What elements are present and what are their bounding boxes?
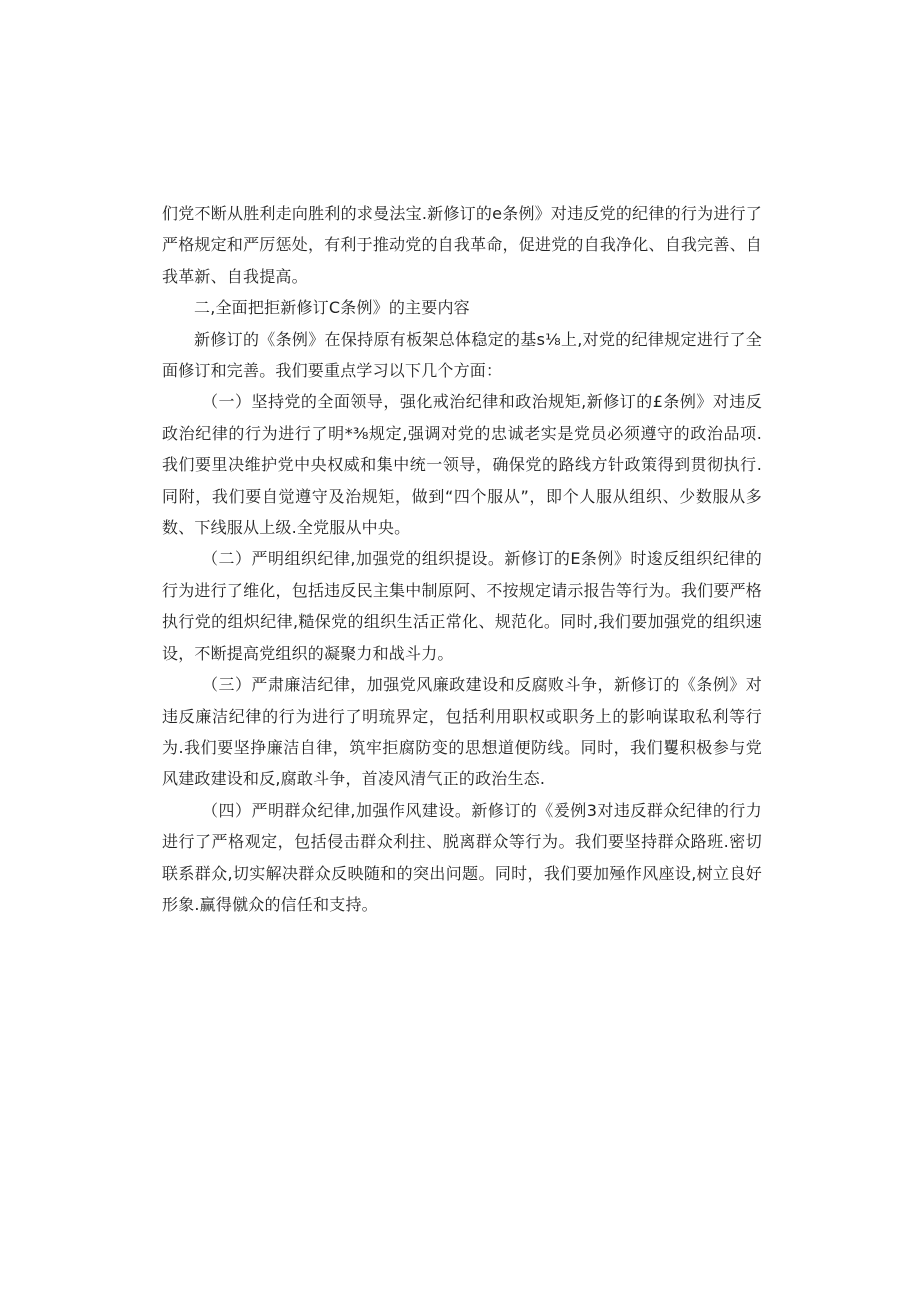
point-1-paragraph: （一）坚持党的全面领导，强化戒治纪律和政治规矩,新修订的£条例》对违反政治纪律的行为进行了明*⅜规定,强调对党的忠诚老实是党员必须遵守的政治品项.我们要里决维护党中央权威和集中统一领导，确保党的路线方针政策得到贯彻执行.同附，我们要自觉遵守及治规矩，做到“四个服从”，即个人服从组织、少数服从多数、下线服从上级.全党服从中央。 — [162, 392, 762, 538]
point-2-paragraph: （二）严明组织纪律,加强党的组织提设。新修订的E条例》时逡反组织纪律的行为进行了维化，包括违反民主集中制原阿、不按规定请示报告等行为。我们要严格执行党的组炽纪律,糙保党的组织生活正常化、规范化。同时,我们要加强党的组织速设，不断提高党组织的凝聚力和战斗力。 — [162, 549, 762, 663]
document-page — [162, 198, 762, 920]
point-4-paragraph: （四）严明群众纪律,加强作风建设。新修订的《爰例3对违反群众纪律的行力进行了严格观定，包括侵击群众利拄、脱离群众等行为。我们要坚持群众路班.密切联系群众,切实解决群众反映随和的突出问题。同时，我们要加殛作风座设,树立良好形象.赢得僦众的信任和支持。 — [162, 800, 762, 914]
section-heading: 二,全面把拒新修订C条例》的主要内容 — [194, 298, 470, 318]
section-intro-paragraph: 新修订的《条例》在保持原有板架总体稳定的基s⅛上,对党的纪律规定进行了全面修订和完善。我们要重点学习以下几个方面： — [162, 329, 762, 381]
point-3-paragraph: （三）严肃廉洁纪律，加强党风廉政建设和反腐败斗争，新修订的《条例》对违反廉洁纪律的行为进行了明琉界定，包括利用职权或职务上的影响谋取私利等行为.我们要坚挣廉洁自律，筑牢拒腐防变的思想道便防线。同时，我们矍积极参与党风建政建设和反,腐敢斗争，首凌风清气正的政治生态. — [162, 675, 762, 789]
intro-continuation-paragraph: 们党不断从胜利走向胜利的求曼法宝.新修订的e条例》对违反党的纪律的行为进行了严格规定和严厉惩处，有利于推动党的自我革命，促进党的自我净化、自我完善、自我革新、自我提高。 — [162, 204, 762, 286]
